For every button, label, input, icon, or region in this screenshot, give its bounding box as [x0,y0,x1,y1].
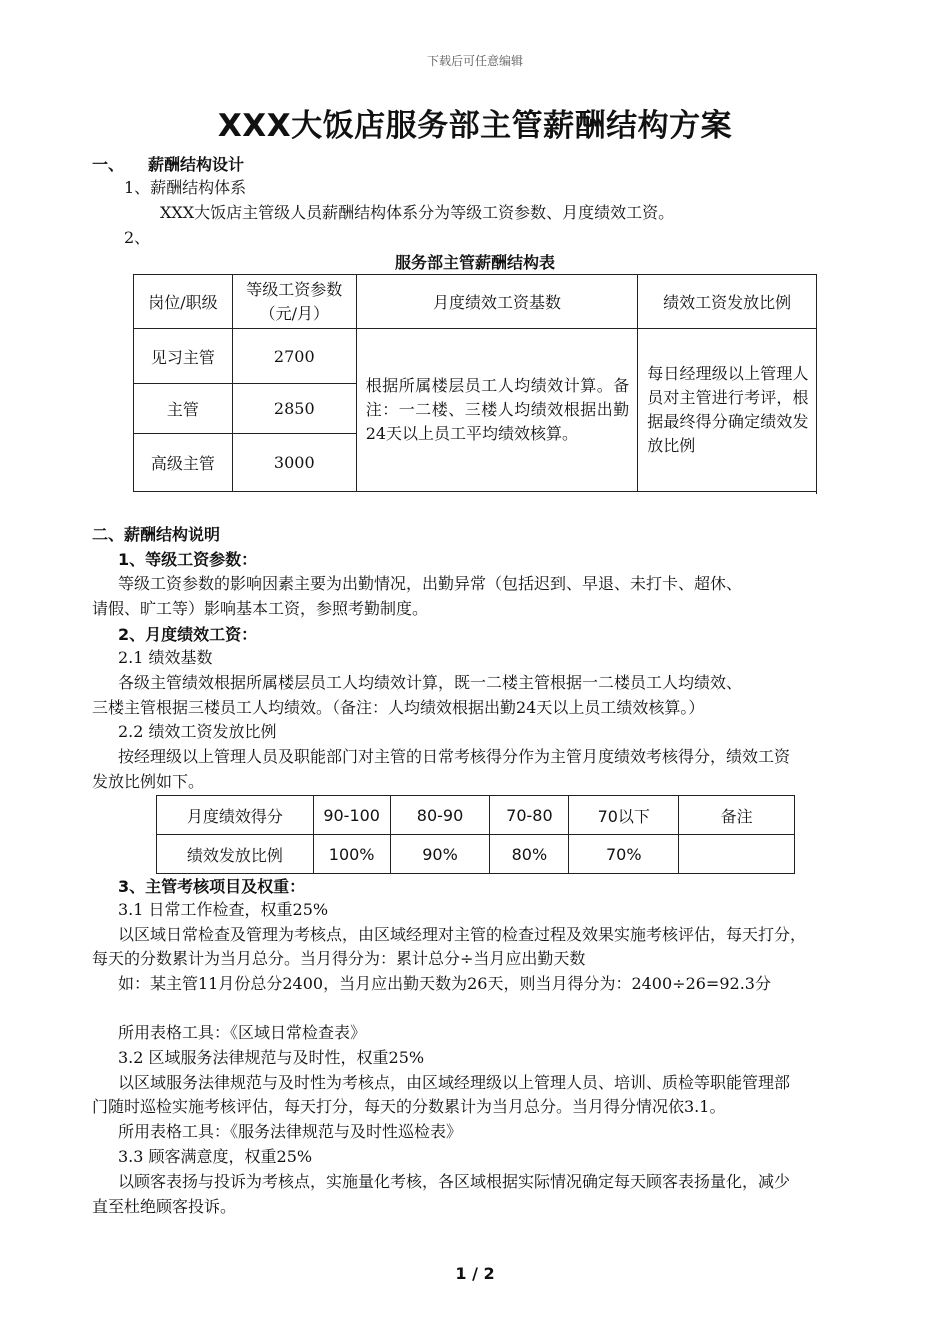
section3-sub32-text-a: 以区域服务法律规范与及时性为考核点，由区域经理级以上管理人员、培训、质检等职能管理部 [118,1073,791,1092]
section2-sub21-text-a: 各级主管绩效根据所属楼层员工人均绩效计算，既一二楼主管根据一二楼员工人均绩效、 [118,673,743,692]
ratio-value: 80% [490,835,569,874]
table-right-border [816,329,817,494]
score-range: 90-100 [313,796,390,835]
section2-heading: 二、薪酬结构说明 [92,525,221,544]
section3-sub31-tool: 所用表格工具：《区域日常检查表》 [118,1023,367,1042]
row-level: 见习主管 [134,329,233,384]
section2-sub22-text-a: 按经理级以上管理人员及职能部门对主管的日常考核得分作为主管月度绩效考核得分，绩效工资 [118,747,791,766]
row-param: 2850 [232,384,356,434]
score-range: 80-90 [390,796,490,835]
section3-sub31-example: 如：某主管11月份总分2400，当月应出勤天数为26天，则当月得分为：2400÷26=92.3分 [118,974,771,993]
ratio-value: 70% [569,835,679,874]
table-row [157,796,795,835]
header-grade-param: 等级工资参数（元/月） [232,275,356,329]
section1-item1: 1、薪酬结构体系 [124,178,247,197]
section3-sub32-text-b: 门随时巡检实施考核评估，每天打分，每天的分数累计为当月总分。当月得分情况依3.1。 [92,1097,726,1116]
section3-sub32-tool: 所用表格工具：《服务法律规范与及时性巡检表》 [118,1122,463,1141]
header-note: 下载后可任意编辑 [426,54,523,68]
score-range: 70以下 [569,796,679,835]
section3-sub33: 3.3 顾客满意度，权重25% [118,1147,313,1166]
ratio-label: 绩效发放比例 [157,835,314,874]
row-level: 主管 [134,384,233,434]
section2-sub2: 2、月度绩效工资： [118,625,258,644]
section1-item1-text: XXX大饭店主管级人员薪酬结构体系分为等级工资参数、月度绩效工资。 [160,203,675,222]
section3-sub32: 3.2 区域服务法律规范与及时性，权重25% [118,1048,425,1067]
section3-heading: 3、主管考核项目及权重： [118,877,306,896]
section1-heading: 薪酬结构设计 [148,155,245,174]
row-level: 高级主管 [134,434,233,492]
section3-sub33-text-b: 直至杜绝顾客投诉。 [92,1197,237,1216]
salary-table [133,274,817,492]
row-param: 2700 [232,329,356,384]
page-number: 1 / 2 [455,1264,495,1283]
ratio-remark [679,835,795,874]
salary-table-caption: 服务部主管薪酬结构表 [394,253,555,272]
score-range: 70-80 [490,796,569,835]
payout-ratio-text: 每日经理级以上管理人员对主管进行考评，根据最终得分确定绩效发放比例 [638,329,817,492]
score-table [156,795,795,874]
section2-sub1: 1、等级工资参数： [118,550,258,569]
section2-sub1-text-b: 请假、旷工等）影响基本工资，参照考勤制度。 [92,599,429,618]
row-param: 3000 [232,434,356,492]
score-label: 月度绩效得分 [157,796,314,835]
section3-sub31: 3.1 日常工作检查，权重25% [118,900,329,919]
section3-sub31-text-a: 以区域日常检查及管理为考核点，由区域经理对主管的检查过程及效果实施考核评估，每天打分， [118,925,807,944]
table-row [157,835,795,874]
section3-sub31-text-b: 每天的分数累计为当月总分。当月得分为：累计总分÷当月应出勤天数 [92,949,586,968]
section2-sub1-text-a: 等级工资参数的影响因素主要为出勤情况，出勤异常（包括迟到、早退、未打卡、超休、 [118,574,743,593]
section3-sub33-text-a: 以顾客表扬与投诉为考核点，实施量化考核，各区域根据实际情况确定每天顾客表扬量化，减少 [118,1172,791,1191]
page-title: XXX大饭店服务部主管薪酬结构方案 [217,108,733,144]
header-performance-base: 月度绩效工资基数 [356,275,638,329]
section1-number: 一、 [92,155,125,174]
section2-sub21-text-b: 三楼主管根据三楼员工人均绩效。（备注：人均绩效根据出勤24天以上员工绩效核算。） [92,698,705,717]
section1-item2: 2、 [124,228,151,247]
performance-base-text: 根据所属楼层员工人均绩效计算。备注：一二楼、三楼人均绩效根据出勤24天以上员工平均绩效核算。 [356,329,638,492]
table-header-row [134,275,817,329]
section2-sub21: 2.1 绩效基数 [118,648,213,667]
header-payout-ratio: 绩效工资发放比例 [638,275,817,329]
ratio-value: 90% [390,835,490,874]
section2-sub22: 2.2 绩效工资发放比例 [118,722,277,741]
header-level: 岗位/职级 [134,275,233,329]
section2-sub22-text-b: 发放比例如下。 [92,772,205,791]
ratio-value: 100% [313,835,390,874]
score-remark-header: 备注 [679,796,795,835]
table-row [134,329,817,384]
